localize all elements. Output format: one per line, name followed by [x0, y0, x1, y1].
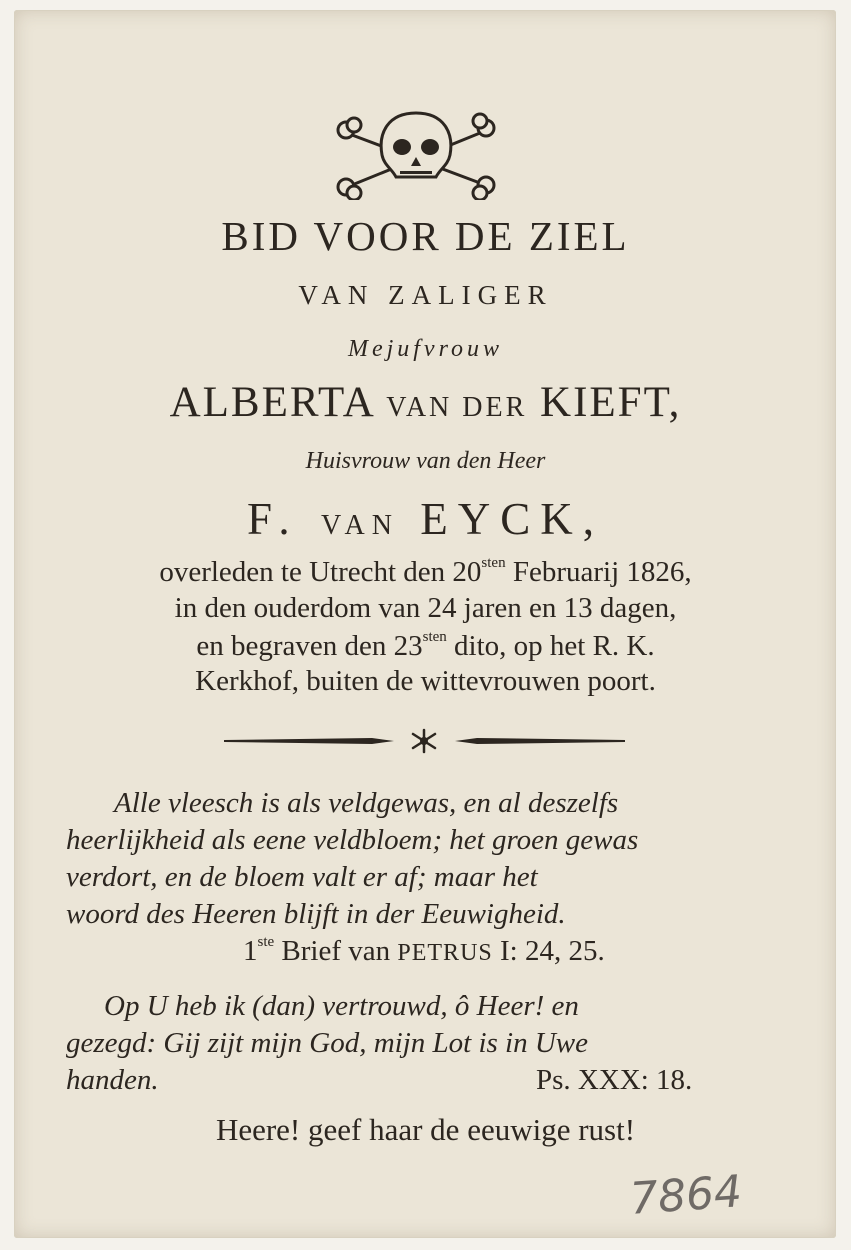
death-text-b: Februarij 1826,: [505, 556, 692, 588]
spouse-line: Huisvrouw van den Heer: [305, 448, 546, 474]
death-line: [0, 555, 851, 589]
place-line: Kerkhof, buiten de wittevrouwen poort.: [195, 665, 656, 697]
burial-line: [0, 629, 851, 663]
closing-prayer: Heere! geef haar de eeuwige rust!: [215, 1112, 636, 1147]
subheading: VAN ZALIGER: [298, 280, 553, 310]
deceased-name: [0, 378, 851, 427]
reference-petrus: [243, 934, 605, 968]
verse1-line: verdort, en de bloem valt er af; maar het: [66, 861, 538, 893]
spouse-mid: VAN: [320, 510, 399, 541]
burial-sup: sten: [422, 629, 447, 645]
ref1-text: Brief van: [274, 935, 398, 967]
heading: BID VOOR DE ZIEL: [221, 213, 630, 259]
verse1-line: Alle vleesch is als veldgewas, en al deszelfs: [114, 787, 619, 819]
ref1-number: 1: [243, 935, 258, 967]
spouse-last: EYCK,: [420, 494, 604, 544]
verse1-line: heerlijkheid als eene veldbloem; het groen gewas: [66, 824, 639, 856]
burial-text-b: dito, op het R. K.: [446, 630, 655, 662]
verse2-line: gezegd: Gij zijt mijn God, mijn Lot is in Uwe: [66, 1027, 588, 1059]
inventory-number: 7864: [628, 1166, 744, 1225]
death-sup: sten: [481, 555, 506, 571]
name-last: KIEFT,: [540, 379, 682, 426]
verse2-line: handen.: [66, 1064, 159, 1096]
burial-text-a: en begraven den 23: [196, 630, 423, 662]
verse1-line: woord des Heeren blijft in der Eeuwigheid.: [66, 898, 566, 930]
name-mid: VAN DER: [386, 392, 528, 423]
death-text-a: overleden te Utrecht den 20: [159, 556, 482, 588]
verse2-line: Op U heb ik (dan) vertrouwd, ô Heer! en: [104, 990, 579, 1022]
name-first: ALBERTA: [169, 379, 374, 426]
spouse-name: [0, 493, 851, 545]
title-word: Mejufvrouw: [347, 336, 504, 362]
reference-psalm: Ps. XXX: 18.: [536, 1064, 693, 1096]
ref1-name: PETRUS: [397, 940, 493, 966]
ref1-sup: ste: [257, 934, 275, 950]
ref1-verse: I: 24, 25.: [492, 935, 605, 967]
skull-crossbones-icon: [330, 105, 502, 200]
spouse-initial: F.: [247, 494, 300, 544]
age-line: in den ouderdom van 24 jaren en 13 dagen,: [174, 592, 677, 624]
ornament-divider-icon: [222, 728, 627, 754]
